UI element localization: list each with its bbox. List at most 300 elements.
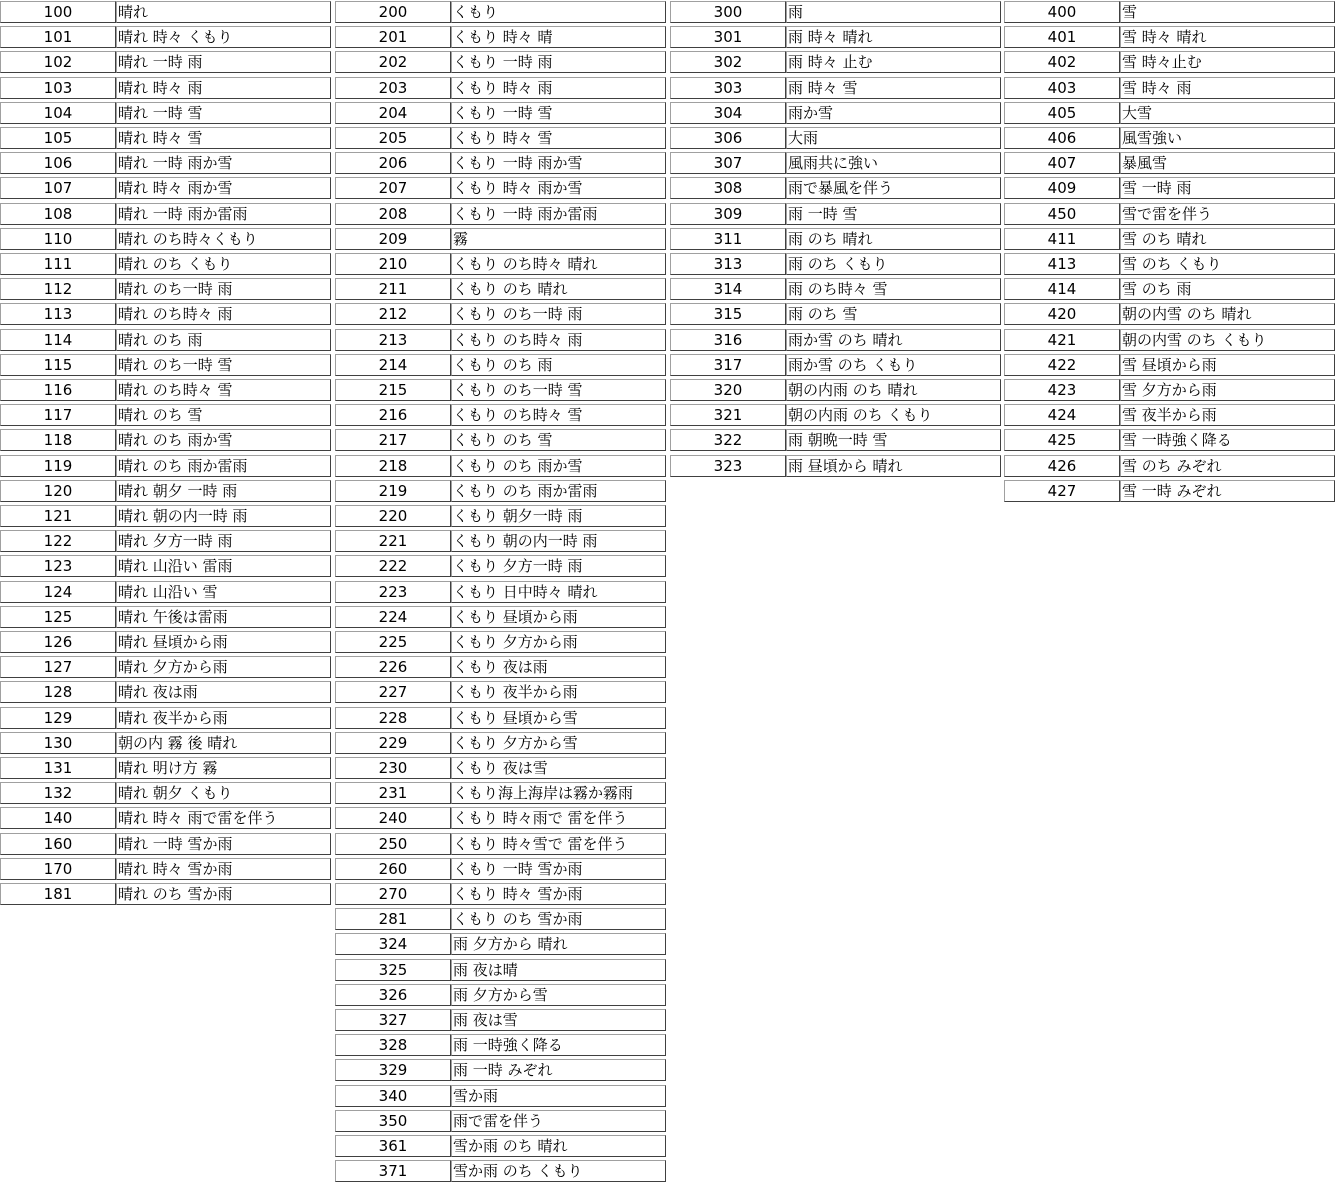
weather-description-cell: くもり のち時々 雪: [451, 404, 666, 426]
weather-description-cell: 晴れ 昼頃から雨: [116, 631, 331, 653]
weather-code-cell: 303: [670, 77, 786, 99]
weather-description-cell: 晴れ のち時々 雨: [116, 303, 331, 325]
weather-code-cell: 361: [335, 1135, 451, 1157]
table-row: [0, 455, 331, 477]
table-row: [335, 404, 666, 426]
weather-description-cell: 晴れ のち時々くもり: [116, 228, 331, 250]
weather-code-cell: 308: [670, 177, 786, 199]
table-row: [670, 102, 1001, 124]
weather-code-cell: 423: [1004, 379, 1120, 401]
weather-description-cell: 雨 時々 雪: [786, 77, 1001, 99]
table-row: [335, 228, 666, 250]
table-row: [0, 329, 331, 351]
weather-code-cell: 281: [335, 908, 451, 930]
table-row: [670, 354, 1001, 376]
weather-code-cell: 126: [0, 631, 116, 653]
table-row: [335, 757, 666, 779]
table-row: [1004, 203, 1335, 225]
weather-description-cell: 晴れ のち 雨か雷雨: [116, 455, 331, 477]
weather-description-cell: 雨 一時 みぞれ: [451, 1059, 666, 1081]
table-row: [335, 833, 666, 855]
weather-code-cell: 422: [1004, 354, 1120, 376]
weather-description-cell: くもり 日中時々 晴れ: [451, 581, 666, 603]
table-row: [0, 51, 331, 73]
weather-code-cell: 118: [0, 429, 116, 451]
table-row: [335, 203, 666, 225]
weather-code-cell: 120: [0, 480, 116, 502]
table-row: [0, 26, 331, 48]
table-row: [0, 429, 331, 451]
table-row: [670, 203, 1001, 225]
table-row: [335, 77, 666, 99]
weather-description-cell: くもり のち一時 雨: [451, 303, 666, 325]
weather-description-cell: くもり のち 晴れ: [451, 278, 666, 300]
table-row: [1004, 303, 1335, 325]
weather-code-cell: 115: [0, 354, 116, 376]
weather-description-cell: くもり のち時々 雨: [451, 329, 666, 351]
weather-code-cell: 406: [1004, 127, 1120, 149]
weather-code-cell: 350: [335, 1110, 451, 1132]
weather-code-cell: 316: [670, 329, 786, 351]
weather-code-cell: 403: [1004, 77, 1120, 99]
weather-description-cell: くもり のち 雨: [451, 354, 666, 376]
weather-code-cell: 200: [335, 1, 451, 23]
table-row: [0, 177, 331, 199]
weather-description-cell: 雨: [786, 1, 1001, 23]
weather-code-cell: 301: [670, 26, 786, 48]
table-row: [335, 1059, 666, 1081]
weather-code-cell: 132: [0, 782, 116, 804]
weather-description-cell: 雨 夕方から雪: [451, 984, 666, 1006]
weather-description-cell: 雪で雷を伴う: [1120, 203, 1335, 225]
table-row: [335, 505, 666, 527]
weather-description-cell: 晴れ 山沿い 雷雨: [116, 555, 331, 577]
weather-code-cell: 427: [1004, 480, 1120, 502]
weather-code-cell: 113: [0, 303, 116, 325]
table-row: [670, 77, 1001, 99]
weather-description-cell: 晴れ 時々 雨で雷を伴う: [116, 807, 331, 829]
weather-description-cell: 雨 夜は晴: [451, 959, 666, 981]
weather-code-cell: 227: [335, 681, 451, 703]
table-row: [0, 732, 331, 754]
weather-code-cell: 129: [0, 707, 116, 729]
weather-description-cell: 晴れ 山沿い 雪: [116, 581, 331, 603]
weather-description-cell: 雨 時々 晴れ: [786, 26, 1001, 48]
weather-description-cell: 朝の内雨 のち くもり: [786, 404, 1001, 426]
weather-description-cell: 晴れ のち くもり: [116, 253, 331, 275]
weather-code-cell: 107: [0, 177, 116, 199]
table-row: [670, 278, 1001, 300]
table-row: [1004, 404, 1335, 426]
weather-description-cell: くもり 一時 雪か雨: [451, 858, 666, 880]
weather-code-cell: 231: [335, 782, 451, 804]
weather-code-cell: 209: [335, 228, 451, 250]
table-row: [0, 228, 331, 250]
table-row: [1004, 102, 1335, 124]
weather-code-cell: 324: [335, 933, 451, 955]
weather-code-cell: 202: [335, 51, 451, 73]
table-row: [1004, 278, 1335, 300]
weather-description-cell: 雨 夜は雪: [451, 1009, 666, 1031]
weather-code-cell: 221: [335, 530, 451, 552]
table-row: [670, 177, 1001, 199]
weather-code-cell: 304: [670, 102, 786, 124]
weather-code-cell: 211: [335, 278, 451, 300]
table-row: [335, 858, 666, 880]
weather-code-cell: 411: [1004, 228, 1120, 250]
weather-code-cell: 424: [1004, 404, 1120, 426]
weather-description-cell: くもり 夕方から雪: [451, 732, 666, 754]
weather-code-cell: 127: [0, 656, 116, 678]
table-row: [0, 581, 331, 603]
weather-code-cell: 328: [335, 1034, 451, 1056]
table-row: [1004, 480, 1335, 502]
weather-description-cell: 風雪強い: [1120, 127, 1335, 149]
table-row: [0, 656, 331, 678]
table-row: [335, 530, 666, 552]
table-row: [335, 455, 666, 477]
table-row: [0, 883, 331, 905]
weather-description-cell: 雨 のち時々 雪: [786, 278, 1001, 300]
weather-code-cell: 401: [1004, 26, 1120, 48]
weather-code-cell: 130: [0, 732, 116, 754]
weather-description-cell: 晴れ のち 雨か雪: [116, 429, 331, 451]
table-row: [335, 707, 666, 729]
table-row: [335, 303, 666, 325]
weather-description-cell: くもり 一時 雨か雷雨: [451, 203, 666, 225]
weather-description-cell: くもり 時々 晴: [451, 26, 666, 48]
weather-code-cell: 170: [0, 858, 116, 880]
table-row: [670, 253, 1001, 275]
table-row: [1004, 228, 1335, 250]
table-row: [335, 631, 666, 653]
weather-description-cell: 雨 一時 雪: [786, 203, 1001, 225]
table-row: [1004, 429, 1335, 451]
weather-description-cell: 雨 のち 晴れ: [786, 228, 1001, 250]
weather-code-cell: 219: [335, 480, 451, 502]
weather-code-cell: 325: [335, 959, 451, 981]
table-row: [0, 707, 331, 729]
table-row: [335, 177, 666, 199]
weather-description-cell: 晴れ のち 雪: [116, 404, 331, 426]
weather-description-cell: 雨か雪 のち くもり: [786, 354, 1001, 376]
table-row: [0, 681, 331, 703]
weather-code-cell: 205: [335, 127, 451, 149]
table-row: [335, 1034, 666, 1056]
weather-description-cell: 晴れ 一時 雪: [116, 102, 331, 124]
weather-code-cell: 116: [0, 379, 116, 401]
table-row: [0, 833, 331, 855]
table-row: [335, 883, 666, 905]
weather-description-cell: 晴れ 時々 雨か雪: [116, 177, 331, 199]
table-row: [335, 656, 666, 678]
weather-description-cell: 晴れ のち一時 雨: [116, 278, 331, 300]
table-row: [670, 379, 1001, 401]
weather-description-cell: くもり のち 雨か雪: [451, 455, 666, 477]
weather-description-cell: 晴れ のち 雪か雨: [116, 883, 331, 905]
weather-code-cell: 103: [0, 77, 116, 99]
weather-code-cell: 307: [670, 152, 786, 174]
table-row: [335, 26, 666, 48]
table-row: [335, 782, 666, 804]
table-row: [335, 606, 666, 628]
weather-description-cell: 晴れ 朝の内一時 雨: [116, 505, 331, 527]
weather-code-cell: 326: [335, 984, 451, 1006]
table-row: [335, 329, 666, 351]
weather-code-cell: 124: [0, 581, 116, 603]
table-row: [335, 1135, 666, 1157]
table-row: [0, 606, 331, 628]
weather-code-cell: 230: [335, 757, 451, 779]
table-row: [335, 959, 666, 981]
weather-description-cell: くもり海上海岸は霧か霧雨: [451, 782, 666, 804]
weather-description-cell: 雪 時々 雨: [1120, 77, 1335, 99]
weather-description-cell: 晴れ 一時 雨か雷雨: [116, 203, 331, 225]
weather-code-cell: 160: [0, 833, 116, 855]
weather-description-cell: 雪 一時強く降る: [1120, 429, 1335, 451]
weather-code-cell: 216: [335, 404, 451, 426]
weather-code-cell: 405: [1004, 102, 1120, 124]
weather-description-cell: 雪 一時 みぞれ: [1120, 480, 1335, 502]
table-row: [1004, 354, 1335, 376]
weather-code-cell: 407: [1004, 152, 1120, 174]
weather-code-cell: 114: [0, 329, 116, 351]
table-row: [1004, 455, 1335, 477]
weather-code-cell: 327: [335, 1009, 451, 1031]
weather-description-cell: 雨 のち 雪: [786, 303, 1001, 325]
weather-description-cell: 大雨: [786, 127, 1001, 149]
weather-description-cell: 晴れ のち 雨: [116, 329, 331, 351]
weather-code-cell: 228: [335, 707, 451, 729]
weather-description-cell: くもり のち 雪か雨: [451, 908, 666, 930]
table-row: [0, 278, 331, 300]
table-row: [0, 757, 331, 779]
table-row: [0, 807, 331, 829]
table-row: [335, 152, 666, 174]
table-row: [1004, 127, 1335, 149]
weather-description-cell: 晴れ のち一時 雪: [116, 354, 331, 376]
weather-code-cell: 409: [1004, 177, 1120, 199]
table-row: [335, 127, 666, 149]
weather-description-cell: 晴れ 時々 雨: [116, 77, 331, 99]
table-row: [0, 354, 331, 376]
weather-description-cell: 雪 のち 晴れ: [1120, 228, 1335, 250]
weather-description-cell: 霧: [451, 228, 666, 250]
table-row: [1004, 253, 1335, 275]
table-row: [335, 581, 666, 603]
weather-code-cell: 210: [335, 253, 451, 275]
table-row: [0, 127, 331, 149]
weather-description-cell: 晴れ 夜半から雨: [116, 707, 331, 729]
table-row: [335, 908, 666, 930]
table-row: [0, 480, 331, 502]
weather-code-cell: 250: [335, 833, 451, 855]
weather-code-cell: 314: [670, 278, 786, 300]
weather-code-cell: 321: [670, 404, 786, 426]
table-row: [1004, 77, 1335, 99]
weather-description-cell: くもり 夜は雪: [451, 757, 666, 779]
weather-code-cell: 203: [335, 77, 451, 99]
weather-description-cell: 雪 夜半から雨: [1120, 404, 1335, 426]
table-row: [1004, 1, 1335, 23]
weather-code-cell: 215: [335, 379, 451, 401]
weather-code-cell: 270: [335, 883, 451, 905]
weather-description-cell: くもり 時々 雪か雨: [451, 883, 666, 905]
weather-code-cell: 302: [670, 51, 786, 73]
weather-description-cell: くもり 時々雨で 雷を伴う: [451, 807, 666, 829]
weather-description-cell: くもり 一時 雨: [451, 51, 666, 73]
weather-code-cell: 121: [0, 505, 116, 527]
table-row: [0, 404, 331, 426]
table-row: [335, 732, 666, 754]
weather-code-cell: 402: [1004, 51, 1120, 73]
weather-code-cell: 101: [0, 26, 116, 48]
weather-description-cell: 朝の内雪 のち くもり: [1120, 329, 1335, 351]
weather-code-cell: 413: [1004, 253, 1120, 275]
weather-code-cell: 400: [1004, 1, 1120, 23]
weather-description-cell: 晴れ 時々 くもり: [116, 26, 331, 48]
weather-description-cell: 暴風雪: [1120, 152, 1335, 174]
weather-description-cell: 雪 のち 雨: [1120, 278, 1335, 300]
weather-description-cell: 大雪: [1120, 102, 1335, 124]
weather-description-cell: くもり 夕方一時 雨: [451, 555, 666, 577]
weather-code-cell: 260: [335, 858, 451, 880]
weather-description-cell: くもり のち 雪: [451, 429, 666, 451]
weather-code-cell: 102: [0, 51, 116, 73]
weather-code-cell: 317: [670, 354, 786, 376]
weather-code-cell: 110: [0, 228, 116, 250]
weather-description-cell: 雪か雨: [451, 1085, 666, 1107]
weather-code-cell: 220: [335, 505, 451, 527]
table-row: [0, 379, 331, 401]
weather-description-cell: 晴れ 夕方から雨: [116, 656, 331, 678]
weather-description-cell: 雪 一時 雨: [1120, 177, 1335, 199]
table-row: [335, 1160, 666, 1182]
weather-code-cell: 323: [670, 455, 786, 477]
weather-code-cell: 222: [335, 555, 451, 577]
table-row: [335, 278, 666, 300]
weather-code-cell: 306: [670, 127, 786, 149]
weather-description-cell: 晴れ 一時 雨: [116, 51, 331, 73]
weather-description-cell: くもり 時々雪で 雷を伴う: [451, 833, 666, 855]
table-row: [335, 1009, 666, 1031]
weather-description-cell: 雨 時々 止む: [786, 51, 1001, 73]
table-row: [0, 102, 331, 124]
weather-description-cell: くもり 朝夕一時 雨: [451, 505, 666, 527]
table-row: [670, 228, 1001, 250]
table-row: [0, 152, 331, 174]
weather-code-cell: 201: [335, 26, 451, 48]
weather-code-cell: 218: [335, 455, 451, 477]
weather-code-cell: 106: [0, 152, 116, 174]
weather-description-cell: 朝の内雨 のち 晴れ: [786, 379, 1001, 401]
weather-description-cell: くもり のち時々 晴れ: [451, 253, 666, 275]
weather-code-cell: 426: [1004, 455, 1120, 477]
weather-description-cell: 晴れ 午後は雷雨: [116, 606, 331, 628]
weather-code-cell: 300: [670, 1, 786, 23]
weather-code-cell: 128: [0, 681, 116, 703]
weather-code-cell: 212: [335, 303, 451, 325]
table-row: [0, 1, 331, 23]
table-row: [1004, 177, 1335, 199]
weather-code-cell: 131: [0, 757, 116, 779]
weather-code-cell: 320: [670, 379, 786, 401]
table-row: [670, 303, 1001, 325]
table-row: [335, 253, 666, 275]
table-row: [1004, 26, 1335, 48]
weather-code-cell: 207: [335, 177, 451, 199]
weather-description-cell: くもり 夜半から雨: [451, 681, 666, 703]
table-row: [335, 51, 666, 73]
weather-code-cell: 181: [0, 883, 116, 905]
weather-description-cell: 雪 昼頃から雨: [1120, 354, 1335, 376]
table-row: [335, 102, 666, 124]
weather-code-cell: 340: [335, 1085, 451, 1107]
weather-code-cell: 140: [0, 807, 116, 829]
table-row: [335, 681, 666, 703]
table-row: [335, 354, 666, 376]
weather-description-cell: くもり 一時 雪: [451, 102, 666, 124]
weather-code-cell: 313: [670, 253, 786, 275]
weather-code-cell: 240: [335, 807, 451, 829]
weather-description-cell: 雨 一時強く降る: [451, 1034, 666, 1056]
weather-description-cell: 雨で暴風を伴う: [786, 177, 1001, 199]
weather-code-cell: 229: [335, 732, 451, 754]
table-row: [1004, 152, 1335, 174]
weather-description-cell: 晴れ 明け方 霧: [116, 757, 331, 779]
weather-code-cell: 208: [335, 203, 451, 225]
table-row: [0, 203, 331, 225]
table-row: [335, 933, 666, 955]
table-row: [670, 1, 1001, 23]
table-row: [335, 555, 666, 577]
weather-code-cell: 112: [0, 278, 116, 300]
weather-description-cell: 晴れ 夕方一時 雨: [116, 530, 331, 552]
weather-code-cell: 111: [0, 253, 116, 275]
weather-description-cell: 晴れ 朝夕 くもり: [116, 782, 331, 804]
weather-description-cell: 雪: [1120, 1, 1335, 23]
table-row: [0, 253, 331, 275]
table-row: [335, 984, 666, 1006]
weather-description-cell: くもり 昼頃から雪: [451, 707, 666, 729]
table-row: [670, 455, 1001, 477]
weather-code-cell: 214: [335, 354, 451, 376]
weather-code-cell: 100: [0, 1, 116, 23]
weather-description-cell: 雨か雪 のち 晴れ: [786, 329, 1001, 351]
weather-description-cell: くもり 夕方から雨: [451, 631, 666, 653]
weather-code-cell: 425: [1004, 429, 1120, 451]
weather-code-cell: 105: [0, 127, 116, 149]
weather-description-cell: 晴れ 夜は雨: [116, 681, 331, 703]
table-row: [670, 51, 1001, 73]
weather-description-cell: くもり 時々 雨か雪: [451, 177, 666, 199]
table-row: [670, 152, 1001, 174]
weather-description-cell: 雪 夕方から雨: [1120, 379, 1335, 401]
weather-description-cell: 雪か雨 のち 晴れ: [451, 1135, 666, 1157]
weather-description-cell: 晴れ 一時 雨か雪: [116, 152, 331, 174]
weather-description-cell: くもり のち一時 雪: [451, 379, 666, 401]
table-row: [335, 429, 666, 451]
weather-description-cell: 朝の内雪 のち 晴れ: [1120, 303, 1335, 325]
weather-description-cell: 晴れ のち時々 雪: [116, 379, 331, 401]
weather-code-cell: 329: [335, 1059, 451, 1081]
weather-code-cell: 213: [335, 329, 451, 351]
weather-code-cell: 125: [0, 606, 116, 628]
table-row: [0, 555, 331, 577]
table-row: [0, 530, 331, 552]
weather-description-cell: 雪 時々止む: [1120, 51, 1335, 73]
weather-description-cell: 風雨共に強い: [786, 152, 1001, 174]
